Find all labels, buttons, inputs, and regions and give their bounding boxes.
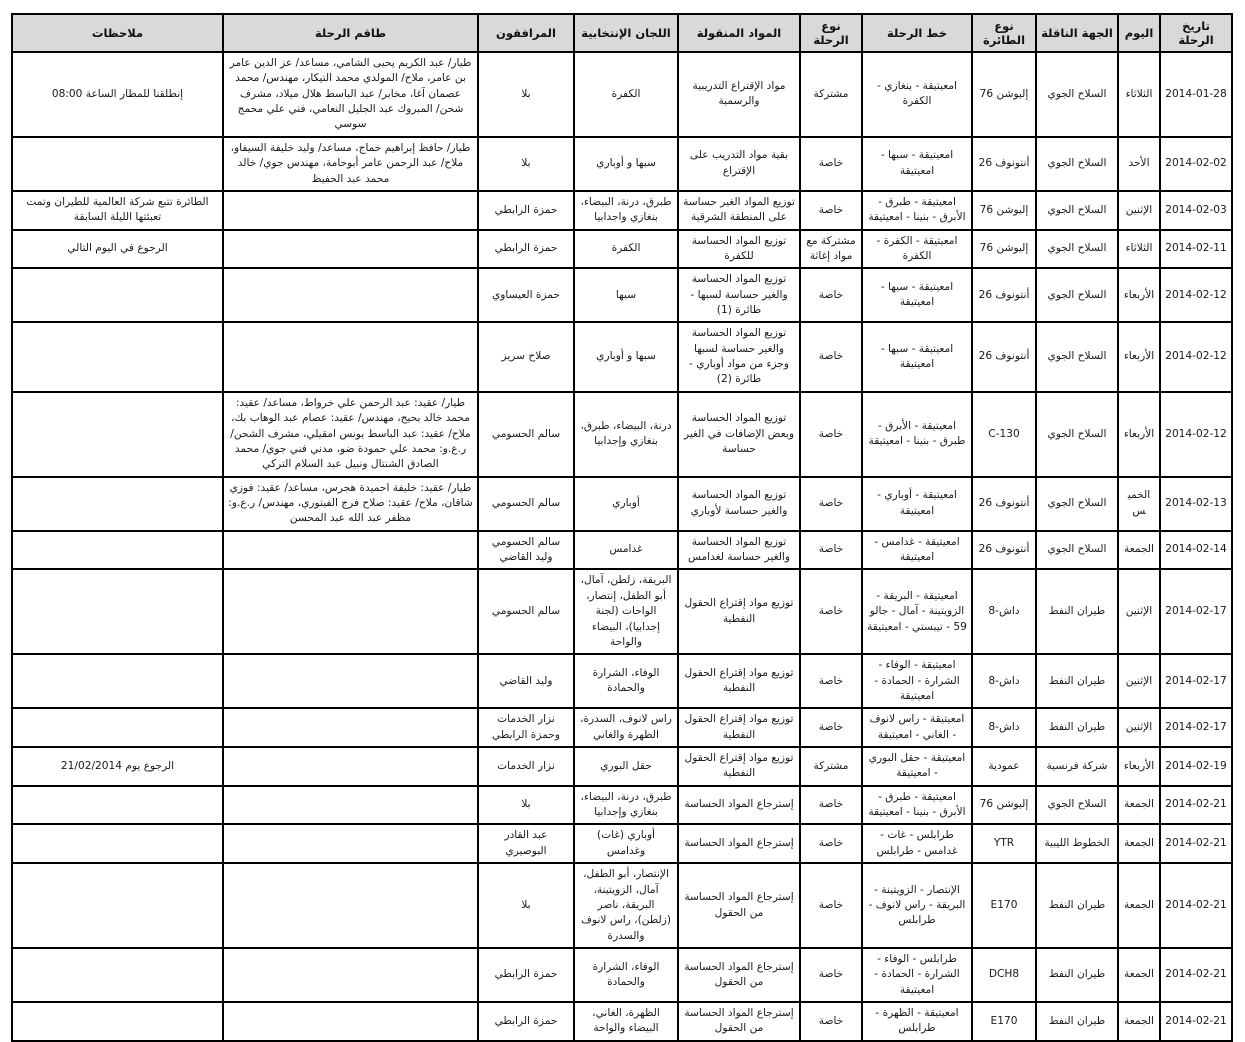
cell-aircraft: إليوشن 76 <box>972 230 1036 269</box>
header-aircraft: نوع الطائرة <box>972 14 1036 52</box>
cell-flight-type: خاصة <box>800 786 862 825</box>
cell-materials: مواد الإقتراع التدريبية والرسمية <box>678 52 800 137</box>
cell-notes <box>12 863 223 948</box>
cell-flight-date: 2014-02-21 <box>1160 863 1232 948</box>
cell-crew <box>223 824 478 863</box>
cell-committees: غدامس <box>574 531 678 570</box>
cell-flight-type: خاصة <box>800 392 862 477</box>
cell-carrier: طيران النفط <box>1036 948 1118 1002</box>
cell-materials: إسترجاع المواد الحساسة من الحقول <box>678 1002 800 1041</box>
cell-escorts: بلا <box>478 786 574 825</box>
cell-aircraft: E170 <box>972 1002 1036 1041</box>
cell-route: امعيتيقة - الظهرة - طرابلس <box>862 1002 972 1041</box>
cell-carrier: طيران النفط <box>1036 569 1118 654</box>
cell-route: امعيتيقة - الكفرة - الكفرة <box>862 230 972 269</box>
cell-flight-type: خاصة <box>800 322 862 391</box>
cell-route: امعيتيقة - سبها - امعيتيقة <box>862 322 972 391</box>
cell-crew <box>223 230 478 269</box>
table-row <box>12 654 1232 708</box>
cell-flight-type: خاصة <box>800 824 862 863</box>
cell-materials: بقية مواد التدريب على الإقتراع <box>678 137 800 191</box>
cell-day: الأربعاء <box>1118 392 1160 477</box>
cell-route: امعيتيقة - راس لانوف - الغاني - امعيتيقة <box>862 708 972 747</box>
cell-escorts: سالم الحسومي <box>478 392 574 477</box>
table-row <box>12 477 1232 531</box>
table-row <box>12 786 1232 825</box>
table-row <box>12 531 1232 570</box>
cell-crew <box>223 268 478 322</box>
cell-aircraft: عمودية <box>972 747 1036 786</box>
cell-carrier: السلاح الجوي <box>1036 137 1118 191</box>
cell-aircraft: داش-8 <box>972 654 1036 708</box>
cell-escorts: سالم الحسومي وليد القاضي <box>478 531 574 570</box>
table-body <box>12 52 1232 1041</box>
table-header-row <box>12 14 1232 52</box>
cell-carrier: السلاح الجوي <box>1036 268 1118 322</box>
cell-carrier: السلاح الجوي <box>1036 191 1118 230</box>
cell-day: الثلاثاء <box>1118 52 1160 137</box>
cell-escorts: بلا <box>478 137 574 191</box>
cell-notes <box>12 392 223 477</box>
cell-flight-date: 2014-02-17 <box>1160 708 1232 747</box>
table-row <box>12 230 1232 269</box>
header-escorts: المرافقون <box>478 14 574 52</box>
cell-materials: توزيع مواد إقتراع الحقول النفطية <box>678 747 800 786</box>
cell-escorts: عبد القادر البوصيري <box>478 824 574 863</box>
cell-committees: حقل البوري <box>574 747 678 786</box>
header-committees: اللجان الإنتخابية <box>574 14 678 52</box>
cell-carrier: طيران النفط <box>1036 1002 1118 1041</box>
cell-day: الجمعة <box>1118 786 1160 825</box>
cell-day: الإثنين <box>1118 654 1160 708</box>
cell-route: الإنتصار - الزويتينة - البريقة - راس لانوف - طرابلس <box>862 863 972 948</box>
cell-flight-type: خاصة <box>800 268 862 322</box>
table-row <box>12 137 1232 191</box>
cell-crew <box>223 654 478 708</box>
table-row <box>12 824 1232 863</box>
cell-escorts: حمزة الرابطي <box>478 1002 574 1041</box>
cell-flight-type: مشتركة مع مواد إغاثة <box>800 230 862 269</box>
header-carrier: الجهة الناقلة <box>1036 14 1118 52</box>
cell-materials: توزيع المواد الحساسة للكفرة <box>678 230 800 269</box>
cell-flight-date: 2014-02-12 <box>1160 322 1232 391</box>
cell-day: الجمعة <box>1118 863 1160 948</box>
cell-materials: توزيع المواد الغير حساسة على المنطقة الشرقية <box>678 191 800 230</box>
cell-escorts: سالم الحسومي <box>478 477 574 531</box>
cell-carrier: السلاح الجوي <box>1036 52 1118 137</box>
cell-day: الجمعة <box>1118 531 1160 570</box>
cell-committees: الظهرة، الغاني، البيضاء والواحة <box>574 1002 678 1041</box>
cell-materials: إسترجاع المواد الحساسة من الحقول <box>678 863 800 948</box>
cell-aircraft: أنتونوف 26 <box>972 477 1036 531</box>
header-day: اليوم <box>1118 14 1160 52</box>
cell-committees: الوفاء، الشرارة والحمادة <box>574 948 678 1002</box>
cell-crew <box>223 863 478 948</box>
cell-materials: توزيع المواد الحساسة والغير حساسة لسبها - طائرة (1) <box>678 268 800 322</box>
cell-flight-date: 2014-02-13 <box>1160 477 1232 531</box>
cell-carrier: الخطوط الليبية <box>1036 824 1118 863</box>
cell-escorts: حمزة العيساوي <box>478 268 574 322</box>
cell-notes <box>12 824 223 863</box>
cell-committees: الكفرة <box>574 230 678 269</box>
cell-carrier: السلاح الجوي <box>1036 477 1118 531</box>
cell-day: الجمعة <box>1118 824 1160 863</box>
cell-notes <box>12 477 223 531</box>
table-row <box>12 191 1232 230</box>
cell-notes <box>12 786 223 825</box>
cell-crew <box>223 747 478 786</box>
cell-committees: سبها و أوباري <box>574 137 678 191</box>
cell-carrier: السلاح الجوي <box>1036 230 1118 269</box>
cell-aircraft: إليوشن 76 <box>972 191 1036 230</box>
cell-flight-date: 2014-02-02 <box>1160 137 1232 191</box>
cell-route: امعيتيقة - الوفاء - الشرارة - الحمادة - امعيتيقة <box>862 654 972 708</box>
cell-carrier: طيران النفط <box>1036 708 1118 747</box>
table-row <box>12 268 1232 322</box>
cell-flight-type: خاصة <box>800 477 862 531</box>
cell-carrier: السلاح الجوي <box>1036 392 1118 477</box>
cell-aircraft: أنتونوف 26 <box>972 322 1036 391</box>
table-row <box>12 863 1232 948</box>
cell-crew <box>223 191 478 230</box>
cell-day: الأربعاء <box>1118 268 1160 322</box>
cell-materials: توزيع مواد إقتراع الحقول النفطية <box>678 708 800 747</box>
cell-notes <box>12 137 223 191</box>
cell-aircraft: C-130 <box>972 392 1036 477</box>
cell-day: الجمعة <box>1118 1002 1160 1041</box>
cell-crew <box>223 948 478 1002</box>
header-materials: المواد المنقولة <box>678 14 800 52</box>
cell-flight-type: خاصة <box>800 531 862 570</box>
cell-escorts: وليد القاضي <box>478 654 574 708</box>
table-row <box>12 708 1232 747</box>
cell-crew <box>223 1002 478 1041</box>
cell-materials: إسترجاع المواد الحساسة <box>678 824 800 863</box>
cell-aircraft: أنتونوف 26 <box>972 137 1036 191</box>
table-row <box>12 322 1232 391</box>
cell-notes: الرجوع في اليوم التالي <box>12 230 223 269</box>
cell-aircraft: أنتونوف 26 <box>972 268 1036 322</box>
cell-notes <box>12 948 223 1002</box>
cell-committees: أوباري (غات) وغدامس <box>574 824 678 863</box>
cell-escorts: حمزة الرابطي <box>478 948 574 1002</box>
cell-day: الأربعاء <box>1118 747 1160 786</box>
cell-committees: الإنتصار، أبو الطفل، آمال، الزويتينة، البريقة، ناصر (زلطن)، راس لانوف والسدرة <box>574 863 678 948</box>
cell-aircraft: YTR <box>972 824 1036 863</box>
cell-aircraft: أنتونوف 26 <box>972 531 1036 570</box>
cell-materials: توزيع المواد الحساسة وبعض الإضافات في الغير حساسة <box>678 392 800 477</box>
cell-notes: إنطلقنا للمطار الساعة 08:00 <box>12 52 223 137</box>
table-row <box>12 569 1232 654</box>
cell-carrier: طيران النفط <box>1036 654 1118 708</box>
cell-flight-date: 2014-02-14 <box>1160 531 1232 570</box>
table-row <box>12 747 1232 786</box>
header-flight-date: تاريخ الرحلة <box>1160 14 1232 52</box>
cell-notes <box>12 322 223 391</box>
cell-flight-date: 2014-02-21 <box>1160 1002 1232 1041</box>
cell-route: امعيتيقة - سبها - امعيتيقة <box>862 137 972 191</box>
cell-flight-type: خاصة <box>800 569 862 654</box>
cell-flight-date: 2014-02-17 <box>1160 569 1232 654</box>
cell-aircraft: داش-8 <box>972 569 1036 654</box>
cell-committees: الكفرة <box>574 52 678 137</box>
cell-flight-type: خاصة <box>800 863 862 948</box>
cell-committees: طبرق، درنة، البيضاء، بنغازي وإجدابيا <box>574 786 678 825</box>
cell-notes: الرجوع يوم 21/02/2014 <box>12 747 223 786</box>
cell-day: الجمعة <box>1118 948 1160 1002</box>
cell-committees: البريقة، زلطن، آمال، أبو الطفل، إنتصار، الواحات (لجنة إجدابيا)، البيضاء والواحة <box>574 569 678 654</box>
cell-materials: توزيع المواد الحساسة والغير حساسة لغدامس <box>678 531 800 570</box>
cell-aircraft: داش-8 <box>972 708 1036 747</box>
cell-materials: توزيع مواد إقتراع الحقول النفطية <box>678 569 800 654</box>
cell-day: الإثنين <box>1118 708 1160 747</box>
cell-day: الأربعاء <box>1118 322 1160 391</box>
cell-crew: طيار/ عقيد: خليفة احميدة هجرس، مساعد/ عقيد: فوزي شاقان، ملاح/ عقيد: صلاح فرج الفيتوري، مهندس/ ر.ع.و: مظفر عبد الله عبد المحسن <box>223 477 478 531</box>
header-notes: ملاحظات <box>12 14 223 52</box>
cell-materials: توزيع مواد إقتراع الحقول النفطية <box>678 654 800 708</box>
cell-flight-type: خاصة <box>800 191 862 230</box>
cell-flight-type: خاصة <box>800 708 862 747</box>
cell-committees: طبرق، درنة، البيضاء، بنغازي واجدابيا <box>574 191 678 230</box>
cell-escorts: بلا <box>478 863 574 948</box>
cell-route: امعيتيقة - طبرق - الأبرق - بنينا - امعيتيقة <box>862 786 972 825</box>
cell-committees: راس لانوف، السدرة، الظهرة والغاني <box>574 708 678 747</box>
cell-flight-type: خاصة <box>800 1002 862 1041</box>
cell-crew <box>223 322 478 391</box>
cell-crew: طيار/ عقيد: عبد الرحمن علي خرواط، مساعد/ عقيد: محمد خالد بحيح، مهندس/ عقيد: عصام عبد الوهاب بك، ملاح/ عقيد: عبد الباسط يونس امقيلي، مشرف الشحن/ ر.ع.و: محمد علي حمودة ضو، مدني فني جوي/ محمد الصادق الشنتال ونبيل عبد السلام التركي <box>223 392 478 477</box>
cell-crew: طيار/ حافظ إبراهيم خماج، مساعد/ وليد خليفة السيفاو، ملاح/ عبد الرحمن عامر أبوحامة، مهندس جوي/ خالد محمد عبد الحفيظ <box>223 137 478 191</box>
cell-day: الإثنين <box>1118 191 1160 230</box>
cell-flight-date: 2014-02-12 <box>1160 268 1232 322</box>
cell-day: الإثنين <box>1118 569 1160 654</box>
table-row <box>12 1002 1232 1041</box>
cell-route: طرابلس - الوفاء - الشرارة - الحمادة - امعيتيقة <box>862 948 972 1002</box>
header-crew: طاقم الرحلة <box>223 14 478 52</box>
cell-escorts: نزار الخدمات وحمزة الرابطي <box>478 708 574 747</box>
cell-crew <box>223 531 478 570</box>
cell-committees: درنة، البيضاء، طبرق، بنغازي وإجدابيا <box>574 392 678 477</box>
cell-route: امعيتيقة - حقل البوري - امعيتيقة <box>862 747 972 786</box>
cell-aircraft: إليوشن 76 <box>972 786 1036 825</box>
cell-escorts: بلا <box>478 52 574 137</box>
cell-carrier: السلاح الجوي <box>1036 322 1118 391</box>
cell-route: امعيتيقة - بنغازي - الكفرة <box>862 52 972 137</box>
table-row <box>12 392 1232 477</box>
cell-notes <box>12 531 223 570</box>
cell-carrier: طيران النفط <box>1036 863 1118 948</box>
cell-committees: سبها و أوباري <box>574 322 678 391</box>
cell-flight-type: خاصة <box>800 948 862 1002</box>
cell-notes: الطائرة تتبع شركة العالمية للطيران وتمت تعبئتها الليلة السابقة <box>12 191 223 230</box>
cell-escorts: سالم الحسومي <box>478 569 574 654</box>
cell-flight-type: خاصة <box>800 654 862 708</box>
cell-escorts: صلاح سريز <box>478 322 574 391</box>
cell-flight-date: 2014-02-21 <box>1160 824 1232 863</box>
cell-carrier: السلاح الجوي <box>1036 786 1118 825</box>
cell-notes <box>12 654 223 708</box>
cell-committees: سبها <box>574 268 678 322</box>
cell-route: امعيتيقة - سبها - امعيتيقة <box>862 268 972 322</box>
cell-carrier: السلاح الجوي <box>1036 531 1118 570</box>
cell-flight-type: خاصة <box>800 137 862 191</box>
cell-escorts: حمزة الرابطي <box>478 191 574 230</box>
cell-flight-type: مشتركة <box>800 747 862 786</box>
cell-route: امعيتيقة - أوباري - امعيتيقة <box>862 477 972 531</box>
cell-route: امعيتيقة - غدامس - امعيتيقة <box>862 531 972 570</box>
cell-escorts: حمزة الرابطي <box>478 230 574 269</box>
cell-materials: توزيع المواد الحساسة والغير حساسة لسبها وجزء من مواد أوباري - طائرة (2) <box>678 322 800 391</box>
cell-flight-date: 2014-02-19 <box>1160 747 1232 786</box>
cell-notes <box>12 708 223 747</box>
cell-committees: أوباري <box>574 477 678 531</box>
cell-materials: إسترجاع المواد الحساسة من الحقول <box>678 948 800 1002</box>
cell-aircraft: E170 <box>972 863 1036 948</box>
cell-crew: طيار/ عبد الكريم يحيى الشامي، مساعد/ عز الدين عامر بن عامر، ملاح/ المولدي محمد التيكار، مهندس/ محمد عصمان آغا، مخابر/ عبد الباسط هلال ميلاد، مشرف شحن/ المبروك عبد الجليل النعامي، فني علي محمج سوسي <box>223 52 478 137</box>
cell-flight-date: 2014-02-17 <box>1160 654 1232 708</box>
cell-flight-date: 2014-02-11 <box>1160 230 1232 269</box>
cell-notes <box>12 1002 223 1041</box>
cell-materials: توزيع المواد الحساسة والغير حساسة لأوباري <box>678 477 800 531</box>
cell-route: امعيتيقة - البريقة - الزويتينة - آمال - جالو 59 - تيبستي - امعيتيقة <box>862 569 972 654</box>
cell-crew <box>223 569 478 654</box>
cell-flight-date: 2014-02-21 <box>1160 948 1232 1002</box>
cell-flight-date: 2014-01-28 <box>1160 52 1232 137</box>
cell-escorts: نزار الخدمات <box>478 747 574 786</box>
cell-day: الخميس <box>1118 477 1160 531</box>
cell-flight-date: 2014-02-03 <box>1160 191 1232 230</box>
cell-flight-date: 2014-02-21 <box>1160 786 1232 825</box>
table-row <box>12 948 1232 1002</box>
cell-route: امعيتيقة - الأبرق - طبرق - بنينا - امعيتيقة <box>862 392 972 477</box>
header-route: خط الرحلة <box>862 14 972 52</box>
cell-notes <box>12 569 223 654</box>
header-flight-type: نوع الرحلة <box>800 14 862 52</box>
cell-route: امعيتيقة - طبرق - الأبرق - بنينا - امعيتيقة <box>862 191 972 230</box>
cell-day: الثلاثاء <box>1118 230 1160 269</box>
cell-flight-date: 2014-02-12 <box>1160 392 1232 477</box>
table-row <box>12 52 1232 137</box>
cell-committees: الوفاء، الشرارة والحمادة <box>574 654 678 708</box>
cell-aircraft: DCH8 <box>972 948 1036 1002</box>
flights-table <box>11 13 1233 1042</box>
cell-materials: إسترجاع المواد الحساسة <box>678 786 800 825</box>
cell-flight-type: مشتركة <box>800 52 862 137</box>
cell-crew <box>223 786 478 825</box>
cell-crew <box>223 708 478 747</box>
cell-carrier: شركة فرنسية <box>1036 747 1118 786</box>
cell-route: طرابلس - غات - غدامس - طرابلس <box>862 824 972 863</box>
cell-notes <box>12 268 223 322</box>
cell-aircraft: إليوشن 76 <box>972 52 1036 137</box>
cell-day: الأحد <box>1118 137 1160 191</box>
